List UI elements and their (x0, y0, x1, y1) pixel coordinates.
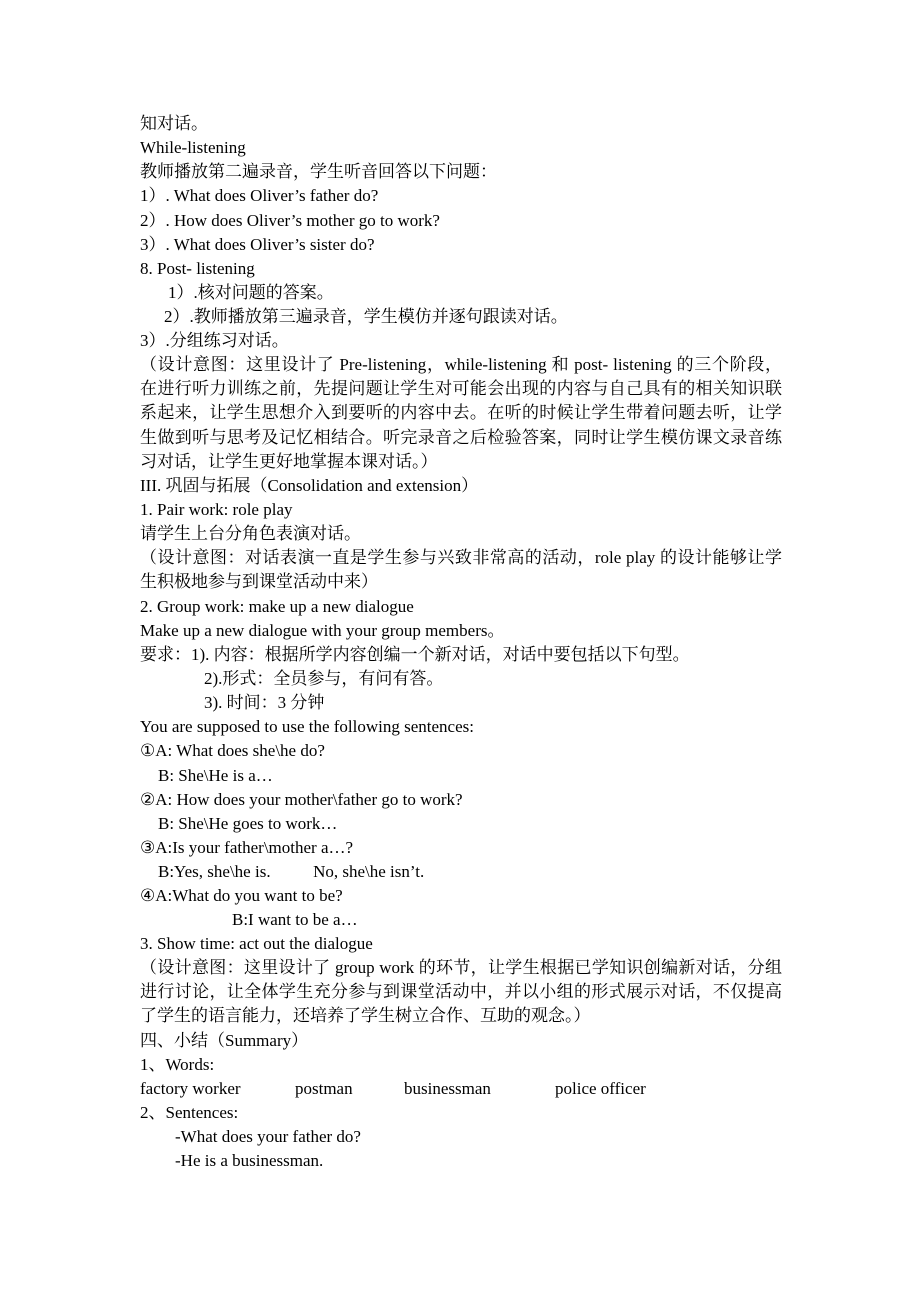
section-heading-summary: 四、小结（Summary） (140, 1031, 309, 1050)
summary-sentence-1: -What does your father do? (175, 1127, 361, 1146)
word-item: police officer (555, 1079, 646, 1098)
text-line: You are supposed to use the following sentences: (140, 717, 474, 736)
sentence-pattern-4a: ④A:What do you want to be? (140, 886, 343, 905)
design-note-2: （设计意图：对话表演一直是学生参与兴致非常高的活动，role play 的设计能够让学生积极地参与到课堂活动中来） (140, 548, 782, 592)
word-item: factory worker (140, 1079, 241, 1098)
question-2: 2）. How does Oliver’s mother go to work? (140, 211, 440, 230)
requirement-3: 3). 时间：3 分钟 (204, 693, 325, 712)
summary-sentences-heading: 2、Sentences: (140, 1103, 239, 1122)
step-3: 3）.分组练习对话。 (140, 331, 289, 350)
section-heading-while-listening: While-listening (140, 138, 246, 157)
summary-words-heading: 1、Words: (140, 1055, 215, 1074)
activity-show-time: 3. Show time: act out the dialogue (140, 934, 373, 953)
step-2: 2）.教师播放第三遍录音，学生模仿并逐句跟读对话。 (164, 307, 568, 326)
summary-words-list (140, 1077, 780, 1101)
design-note-1: （设计意图：这里设计了 Pre-listening，while-listening 和 post- listening 的三个阶段，在进行听力训练之前，先提问题让学生对可能会出现的内容与自己具有的相关知识联系起来，让学生思想介入到要听的内容中去。在听的时候让学生带着问题去听，让学生做到听与思考及记忆相结合。听完录音之后检验答案，同时让学生模仿课文录音练习对话，让学生更好地掌握本课对话。） (140, 355, 782, 471)
sentence-pattern-3a: ③A:Is your father\mother a…? (140, 838, 354, 857)
sentence-pattern-4b: B:I want to be a… (232, 910, 358, 929)
requirement-2: 2).形式：全员参与，有问有答。 (204, 669, 444, 688)
word-item: businessman (404, 1079, 491, 1098)
section-heading-post-listening: 8. Post- listening (140, 259, 255, 278)
word-item: postman (295, 1079, 353, 1098)
text-line: Make up a new dialogue with your group members。 (140, 621, 505, 640)
text-line: 请学生上台分角色表演对话。 (140, 524, 361, 543)
sentence-pattern-2a: ②A: How does your mother\father go to work? (140, 790, 463, 809)
design-note-3: （设计意图：这里设计了 group work 的环节，让学生根据已学知识创编新对话，分组进行讨论，让全体学生充分参与到课堂活动中，并以小组的形式展示对话，不仅提高了学生的语言能力，还培养了学生树立合作、互助的观念。） (140, 958, 782, 1026)
text-line: 教师播放第二遍录音，学生听音回答以下问题： (140, 162, 497, 181)
sentence-pattern-3b: B:Yes, she\he is. No, she\he isn’t. (158, 862, 425, 881)
requirement-1: 要求：1). 内容：根据所学内容创编一个新对话，对话中要包括以下句型。 (140, 645, 690, 664)
sentence-pattern-2b: B: She\He goes to work… (158, 814, 338, 833)
section-heading-consolidation: III. 巩固与拓展（Consolidation and extension） (140, 476, 479, 495)
activity-group-work: 2. Group work: make up a new dialogue (140, 597, 414, 616)
text-line: 知对话。 (140, 114, 208, 133)
activity-pair-work: 1. Pair work: role play (140, 500, 293, 519)
question-3: 3）. What does Oliver’s sister do? (140, 235, 375, 254)
sentence-pattern-1a: ①A: What does she\he do? (140, 741, 325, 760)
question-1: 1）. What does Oliver’s father do? (140, 186, 379, 205)
summary-sentence-2: -He is a businessman. (175, 1151, 324, 1170)
step-1: 1）.核对问题的答案。 (168, 283, 334, 302)
sentence-pattern-1b: B: She\He is a… (158, 766, 273, 785)
